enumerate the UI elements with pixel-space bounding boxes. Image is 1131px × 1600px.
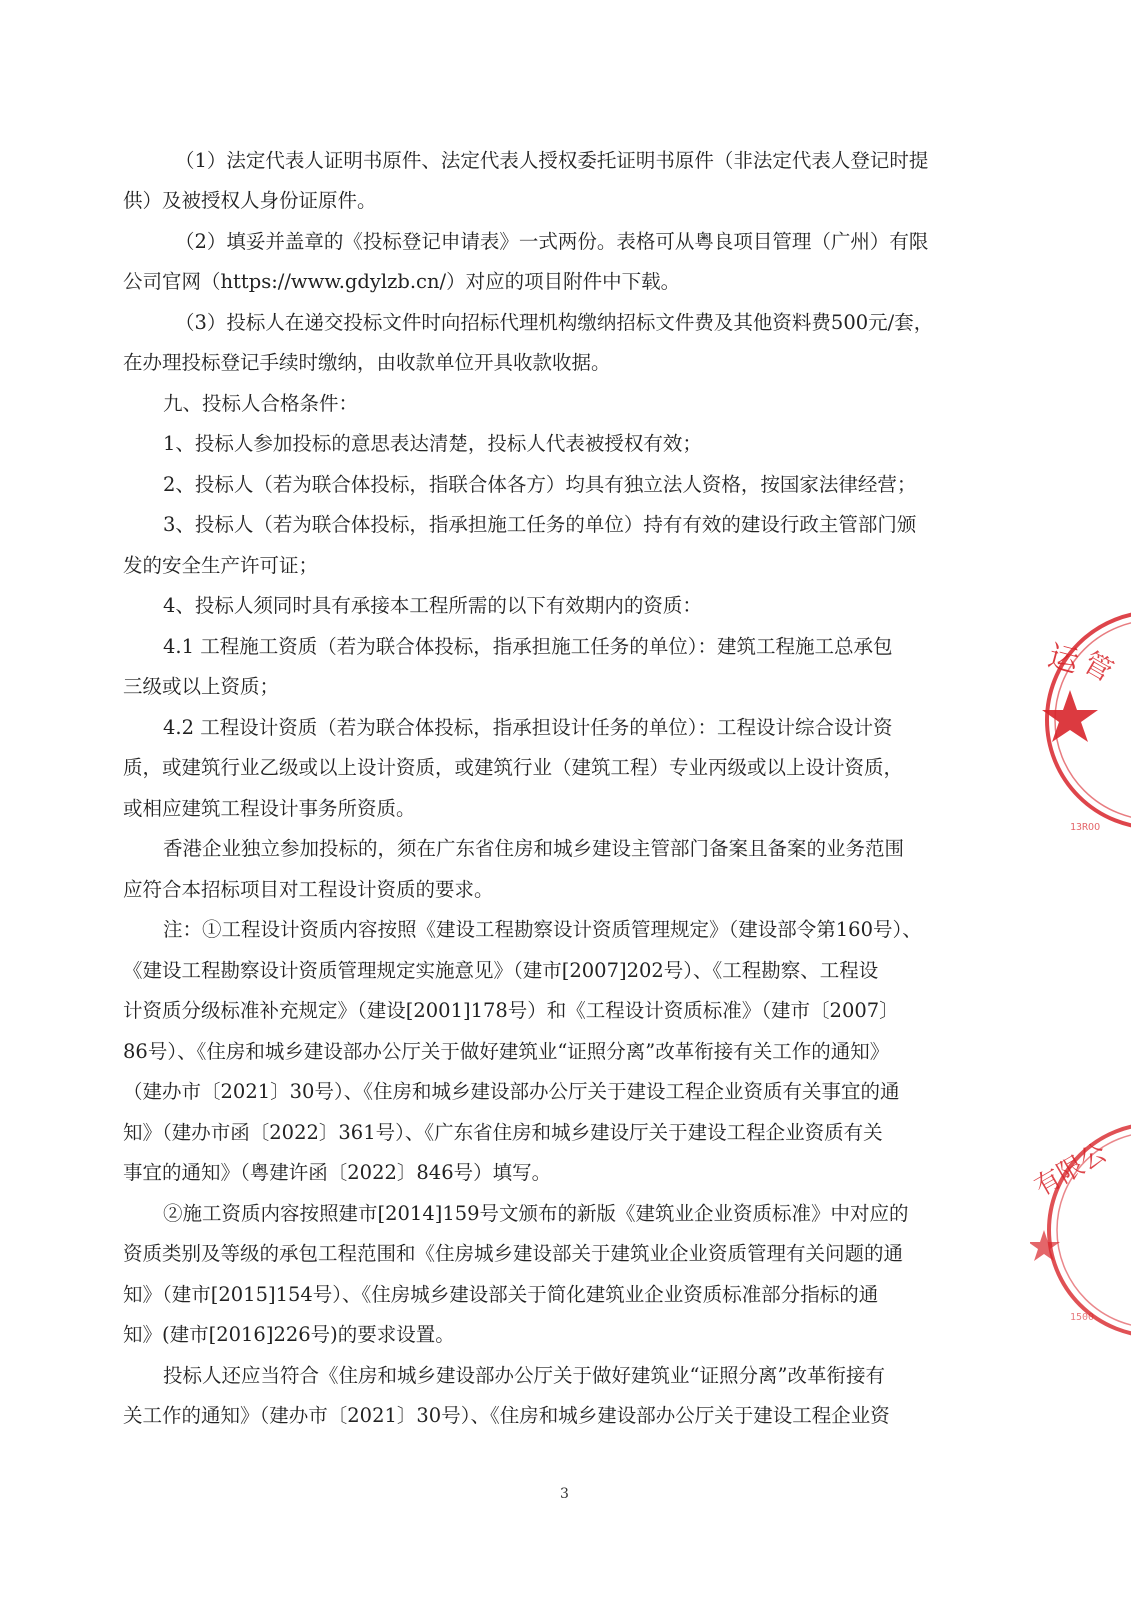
paragraph-line: 《建设工程勘察设计资质管理规定实施意见》（建市[2007]202号）、《工程勘察、工程设 [123, 959, 879, 982]
paragraph-line: 1、投标人参加投标的意思表达清楚，投标人代表被授权有效； [163, 432, 702, 455]
paragraph-line: 注：①工程设计资质内容按照《建设工程勘察设计资质管理规定》（建设部令第160号）、 [163, 918, 922, 941]
paragraph-line: 关工作的通知》（建办市〔2021〕30号）、《住房和城乡建设部办公厅关于建设工程企业资 [123, 1404, 890, 1427]
paragraph-line: 质，或建筑行业乙级或以上设计资质，或建筑行业（建筑工程）专业丙级或以上设计资质， [123, 756, 904, 779]
paragraph-line: 在办理投标登记手续时缴纳，由收款单位开具收款收据。 [123, 351, 611, 374]
svg-text:1500: 1500 [1070, 1312, 1095, 1323]
paragraph-line: 应符合本招标项目对工程设计资质的要求。 [123, 878, 494, 901]
paragraph-line: 公司官网（https://www.gdylzb.cn/）对应的项目附件中下载。 [123, 270, 681, 293]
paragraph-line: 4.2 工程设计资质（若为联合体投标，指承担设计任务的单位）：工程设计综合设计资 [163, 716, 893, 739]
paragraph-line: 知》（建市[2015]154号）、《住房城乡建设部关于简化建筑业企业资质标准部分指标的通 [123, 1283, 879, 1306]
paragraph-line: （2）填妥并盖章的《投标登记申请表》一式两份。表格可从粤良项目管理（广州）有限 [175, 230, 929, 253]
company-seal-partial [1030, 1120, 1131, 1350]
paragraph-line: 供）及被授权人身份证原件。 [123, 189, 377, 212]
paragraph-line: 资质类别及等级的承包工程范围和《住房城乡建设部关于建筑业企业资质管理有关问题的通 [123, 1242, 904, 1265]
page-number: 3 [560, 1486, 569, 1502]
svg-text:13ROO: 13ROO [1070, 822, 1101, 833]
svg-text:运: 运 [1044, 638, 1083, 681]
paragraph-line: ②施工资质内容按照建市[2014]159号文颁布的新版《建筑业企业资质标准》中对应的 [163, 1202, 909, 1225]
paragraph-line: 发的安全生产许可证； [123, 554, 319, 577]
paragraph-line: 2、投标人（若为联合体投标，指联合体各方）均具有独立法人资格，按国家法律经营； [163, 473, 917, 496]
paragraph-line: 86号）、《住房和城乡建设部办公厅关于做好建筑业“证照分离”改革衔接有关工作的通知》 [123, 1040, 890, 1063]
section-heading: 九、投标人合格条件： [163, 392, 359, 415]
paragraph-line: 事宜的通知》（粤建许函〔2022〕846号）填写。 [123, 1161, 552, 1184]
paragraph-line: 知》（建办市函〔2022〕361号）、《广东省住房和城乡建设厅关于建设工程企业资质有关 [123, 1121, 883, 1144]
paragraph-line: （建办市〔2021〕30号）、《住房和城乡建设部办公厅关于建设工程企业资质有关事宜的通 [123, 1080, 900, 1103]
paragraph-line: 三级或以上资质； [123, 675, 280, 698]
paragraph-line: 或相应建筑工程设计事务所资质。 [123, 797, 416, 820]
paragraph-line: 知》(建市[2016]226号)的要求设置。 [123, 1323, 455, 1346]
paragraph-line: 4.1 工程施工资质（若为联合体投标，指承担施工任务的单位）：建筑工程施工总承包 [163, 635, 893, 658]
paragraph-line: 计资质分级标准补充规定》（建设[2001]178号）和《工程设计资质标准》（建市〔2007〕 [123, 999, 899, 1022]
paragraph-line: 3、投标人（若为联合体投标，指承担施工任务的单位）持有有效的建设行政主管部门颁 [163, 513, 917, 536]
paragraph-line: 香港企业独立参加投标的，须在广东省住房和城乡建设主管部门备案且备案的业务范围 [163, 837, 905, 860]
paragraph-line: （3）投标人在递交投标文件时向招标代理机构缴纳招标文件费及其他资料费500元/套， [175, 311, 934, 334]
paragraph-line: （1）法定代表人证明书原件、法定代表人授权委托证明书原件（非法定代表人登记时提 [175, 149, 929, 172]
svg-text:管: 管 [1077, 645, 1119, 689]
svg-text:有限公: 有限公 [1030, 1137, 1113, 1203]
paragraph-line: 投标人还应当符合《住房和城乡建设部办公厅关于做好建筑业“证照分离”改革衔接有 [163, 1364, 885, 1387]
company-seal-partial [1030, 610, 1131, 860]
paragraph-line: 4、投标人须同时具有承接本工程所需的以下有效期内的资质： [163, 594, 702, 617]
